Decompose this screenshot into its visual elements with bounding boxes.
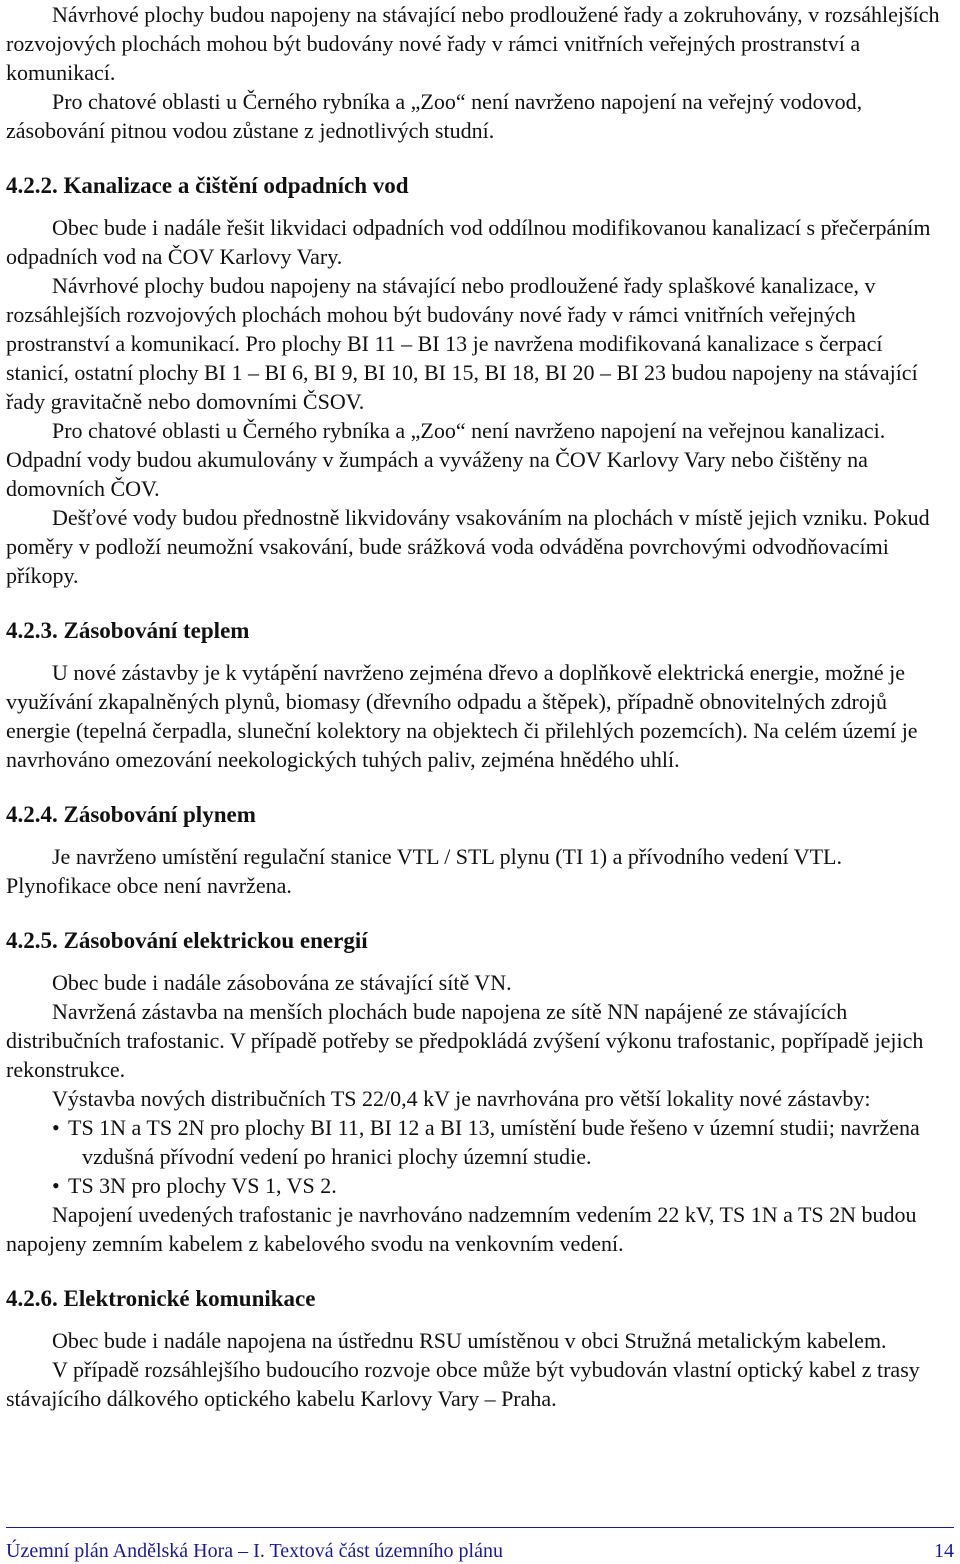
section-heading-kanalizace: 4.2.2. Kanalizace a čištění odpadních vod: [6, 173, 409, 198]
section-paragraph: Napojení uvedených trafostanic je navrhováno nadzemním vedením 22 kV, TS 1N a TS 2N budou napojeny zemním kabelem z kabelového svodu na venkovním vedení.: [6, 1202, 917, 1256]
bullet-list: [6, 1113, 946, 1200]
section-paragraph: Je navrženo umístění regulační stanice VTL / STL plynu (TI 1) a přívodního vedení VTL. Plynofikace obce není navržena.: [6, 844, 842, 898]
list-item-text: TS 3N pro plochy VS 1, VS 2.: [68, 1173, 337, 1198]
bullet-icon: •: [52, 1173, 60, 1198]
page-footer: [6, 1527, 954, 1564]
footer-title: Územní plán Andělská Hora – I. Textová část územního plánu: [6, 1540, 503, 1562]
section-paragraph: Obec bude i nadále řešit likvidaci odpadních vod oddílnou modifikovanou kanalizací s přečerpáním odpadních vod na ČOV Karlovy Vary.: [6, 215, 931, 269]
section-paragraph: Navržená zástavba na menších plochách bude napojena ze sítě NN napájené ze stávajících distribučních trafostanic. V případě potřeby se předpokládá zvýšení výkonu trafostanic, popřípadě jejich rekonstrukce.: [6, 999, 924, 1082]
section-heading-plyn: 4.2.4. Zásobování plynem: [6, 802, 256, 827]
intro-paragraph-1: Návrhové plochy budou napojeny na stávající nebo prodloužené řady a zokruhovány, v rozsáhlejších rozvojových plochách mohou být budovány nové řady v rámci vnitřních veřejných prostranství a komunikací.: [6, 2, 940, 85]
section-paragraph: U nové zástavby je k vytápění navrženo zejména dřevo a doplňkově elektrická energie, možné je využívání zkapalněných plynů, biomasy (dřevního odpadu a štěpek), případně obnovitelných zdrojů energie (tepelná čerpadla, sluneční kolektory na objektech či přilehlých pozemcích). Na celém území je navrhováno omezování neekologických tuhých paliv, zejména hnědého uhlí.: [6, 660, 918, 772]
section-heading-komunikace: 4.2.6. Elektronické komunikace: [6, 1286, 316, 1311]
list-item-text: TS 1N a TS 2N pro plochy BI 11, BI 12 a BI 13, umístění bude řešeno v územní studii; navržena vzdušná přívodní vedení po hranici plochy územní studie.: [68, 1115, 920, 1169]
list-item: [6, 1171, 946, 1200]
bullet-icon: •: [52, 1115, 60, 1140]
section-paragraph: Výstavba nových distribučních TS 22/0,4 kV je navrhována pro větší lokality nové zástavby:: [52, 1086, 871, 1111]
page-number: 14: [934, 1540, 954, 1562]
section-paragraph: Dešťové vody budou přednostně likvidovány vsakováním na plochách v místě jejich vzniku. Pokud poměry v podloží neumožní vsakování, bude srážková voda odváděna povrchovými odvodňovacími příkopy.: [6, 505, 930, 588]
document-page: [6, 0, 946, 1413]
intro-paragraph-2: Pro chatové oblasti u Černého rybníka a „Zoo“ není navrženo napojení na veřejný vodovod, zásobování pitnou vodou zůstane z jednotlivých studní.: [6, 89, 863, 143]
section-paragraph: Návrhové plochy budou napojeny na stávající nebo prodloužené řady splaškové kanalizace, v rozsáhlejších rozvojových plochách mohou být budovány nové řady v rámci vnitřních veřejných prostranství a komunikací. Pro plochy BI 11 – BI 13 je navržena modifikovaná kanalizace s čerpací stanicí, ostatní plochy BI 1 – BI 6, BI 9, BI 10, BI 15, BI 18, BI 20 – BI 23 budou napojeny na stávající řady gravitačně nebo domovními ČSOV.: [6, 273, 918, 414]
section-paragraph: Obec bude i nadále zásobována ze stávající sítě VN.: [52, 970, 512, 995]
section-paragraph: V případě rozsáhlejšího budoucího rozvoje obce může být vybudován vlastní optický kabel z trasy stávajícího dálkového optického kabelu Karlovy Vary – Praha.: [6, 1357, 920, 1411]
section-paragraph: Pro chatové oblasti u Černého rybníka a „Zoo“ není navrženo napojení na veřejnou kanalizaci. Odpadní vody budou akumulovány v žumpách a vyváženy na ČOV Karlovy Vary nebo čištěny na domovních ČOV.: [6, 418, 886, 501]
section-paragraph: Obec bude i nadále napojena na ústřednu RSU umístěnou v obci Stružná metalickým kabelem.: [52, 1328, 887, 1353]
section-heading-elektrina: 4.2.5. Zásobování elektrickou energií: [6, 928, 368, 953]
list-item: [6, 1113, 946, 1171]
section-heading-teplo: 4.2.3. Zásobování teplem: [6, 618, 250, 643]
